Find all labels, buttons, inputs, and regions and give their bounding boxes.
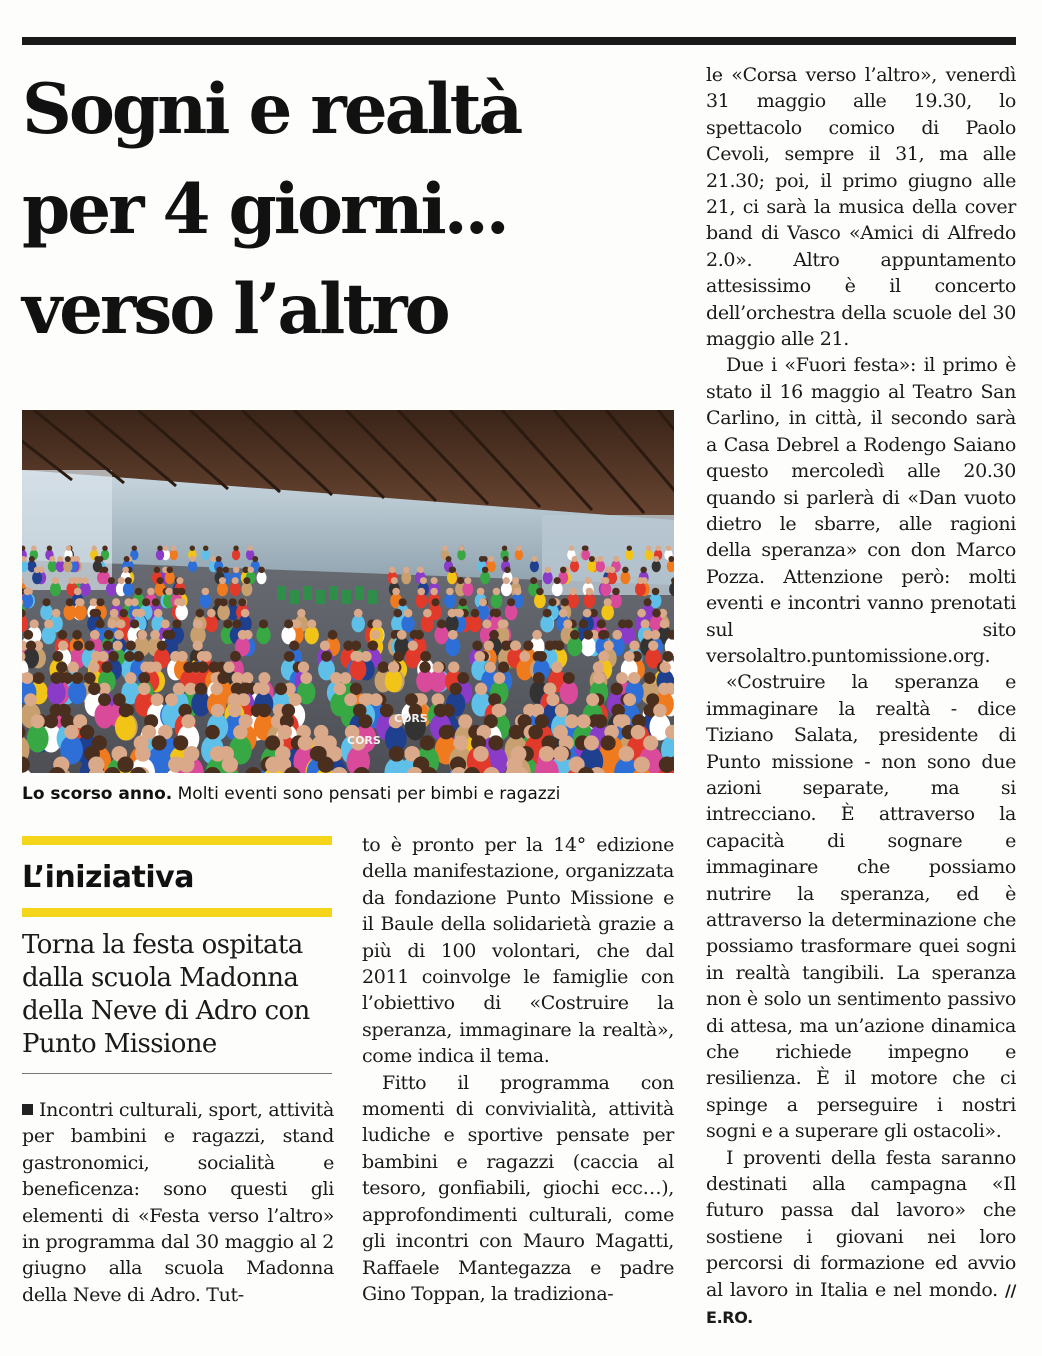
kicker-bar-bottom	[22, 908, 332, 917]
top-rule	[22, 37, 1016, 45]
subhead-rule	[22, 1073, 332, 1074]
column-1	[22, 1097, 334, 1308]
caption-text: Molti eventi sono pensati per bimbi e ragazzi	[172, 784, 561, 804]
headline	[22, 60, 682, 360]
event-photo	[22, 410, 674, 773]
photo-caption	[22, 782, 682, 806]
article-paragraph: «Costruire la speranza e immaginare la realtà - dice Tiziano Salata, presidente di Punto missione - non sono due azioni separate, ma si intrecciano. È attraverso la capacità di sognare e immaginare che possiamo nutrire la speranza, ed è attraverso la determinazione che possiamo trasformare quei sogni in realtà tangibili. La speranza non è solo un sentimento passivo di attesa, ma un’azione dinamica che richiede impegno e resilienza. È il motore che ci spinge a perseguire i nostri sogni e a superare gli ostacoli».	[706, 671, 1016, 1143]
caption-lead: Lo scorso anno.	[22, 784, 173, 804]
column-2	[362, 832, 674, 1307]
subheadline: Torna la festa ospitata dalla scuola Madonna della Neve di Adro con Punto Missione	[22, 930, 310, 1059]
jersey-label: CORS	[347, 734, 381, 747]
kicker-bar-top	[22, 836, 332, 845]
article-paragraph: Fitto il programma con momenti di convivialità, attività ludiche e sportive pensate per bambini e ragazzi (caccia al tesoro, gonfiabili, giochi ecc…), approfondimenti culturali, come gli incontri con Mauro Magatti, Raffaele Mantegazza e padre Gino Toppan, la tradiziona-	[362, 1071, 674, 1305]
article-paragraph: I proventi della festa saranno destinati alla campagna «Il futuro passa dal lavoro» che sostiene i giovani nei loro percorsi di formazione ed avvio al lavoro in Italia e nel mondo.	[706, 1146, 1016, 1301]
headline-line-2: per 4 giorni...	[22, 169, 507, 250]
kicker: L’iniziativa	[22, 860, 194, 895]
article-paragraph: le «Corsa verso l’altro», venerdì 31 maggio alle 19.30, lo spettacolo comico di Paolo Cevoli, sempre il 31, ma alle 21.30; poi, il primo giugno alle 21, ci sarà la musica della cover band di Vasco «Amici di Alfredo 2.0». Altro appuntamento attesissimo è il concerto dell’orchestra della scuole del 30 maggio alle 21.	[706, 64, 1016, 351]
article-paragraph: to è pronto per la 14° edizione della manifestazione, organizzata da fondazione Punto Missione e il Baule della solidarietà grazie a più di 100 volontari, che dal 2011 coinvolge le famiglie con l’obiettivo di «Costruire la speranza, immaginare la realtà», come indica il tema.	[362, 834, 674, 1068]
article-paragraph: Due i «Fuori festa»: il primo è stato il 16 maggio al Teatro San Carlino, in città, il secondo sarà a Casa Debrel a Rodengo Saiano questo mercoledì alle 20.30 quando si parlerà di «Dan vuoto dietro le sbarre, alle ragioni della speranza» con don Marco Pozza. Attenzione però: molti eventi e incontri vanno prenotati sul sito versolaltro.puntomissione.org.	[706, 354, 1016, 667]
column-3	[706, 62, 1016, 1332]
author-signature: // E.RO.	[706, 1280, 1016, 1328]
headline-line-3: verso l’altro	[22, 269, 448, 350]
article-paragraph: Incontri culturali, sport, attività per bambini e ragazzi, stand gastronomici, socialità e beneficenza: sono questi gli elementi di «Festa verso l’altro» in programma dal 30 maggio al 2 giugno alla scuola Madonna della Neve di Adro. Tut-	[22, 1099, 334, 1306]
bullet-square-icon	[22, 1104, 33, 1115]
headline-line-1: Sogni e realtà	[22, 69, 521, 150]
jersey-label: CORS	[394, 712, 428, 725]
